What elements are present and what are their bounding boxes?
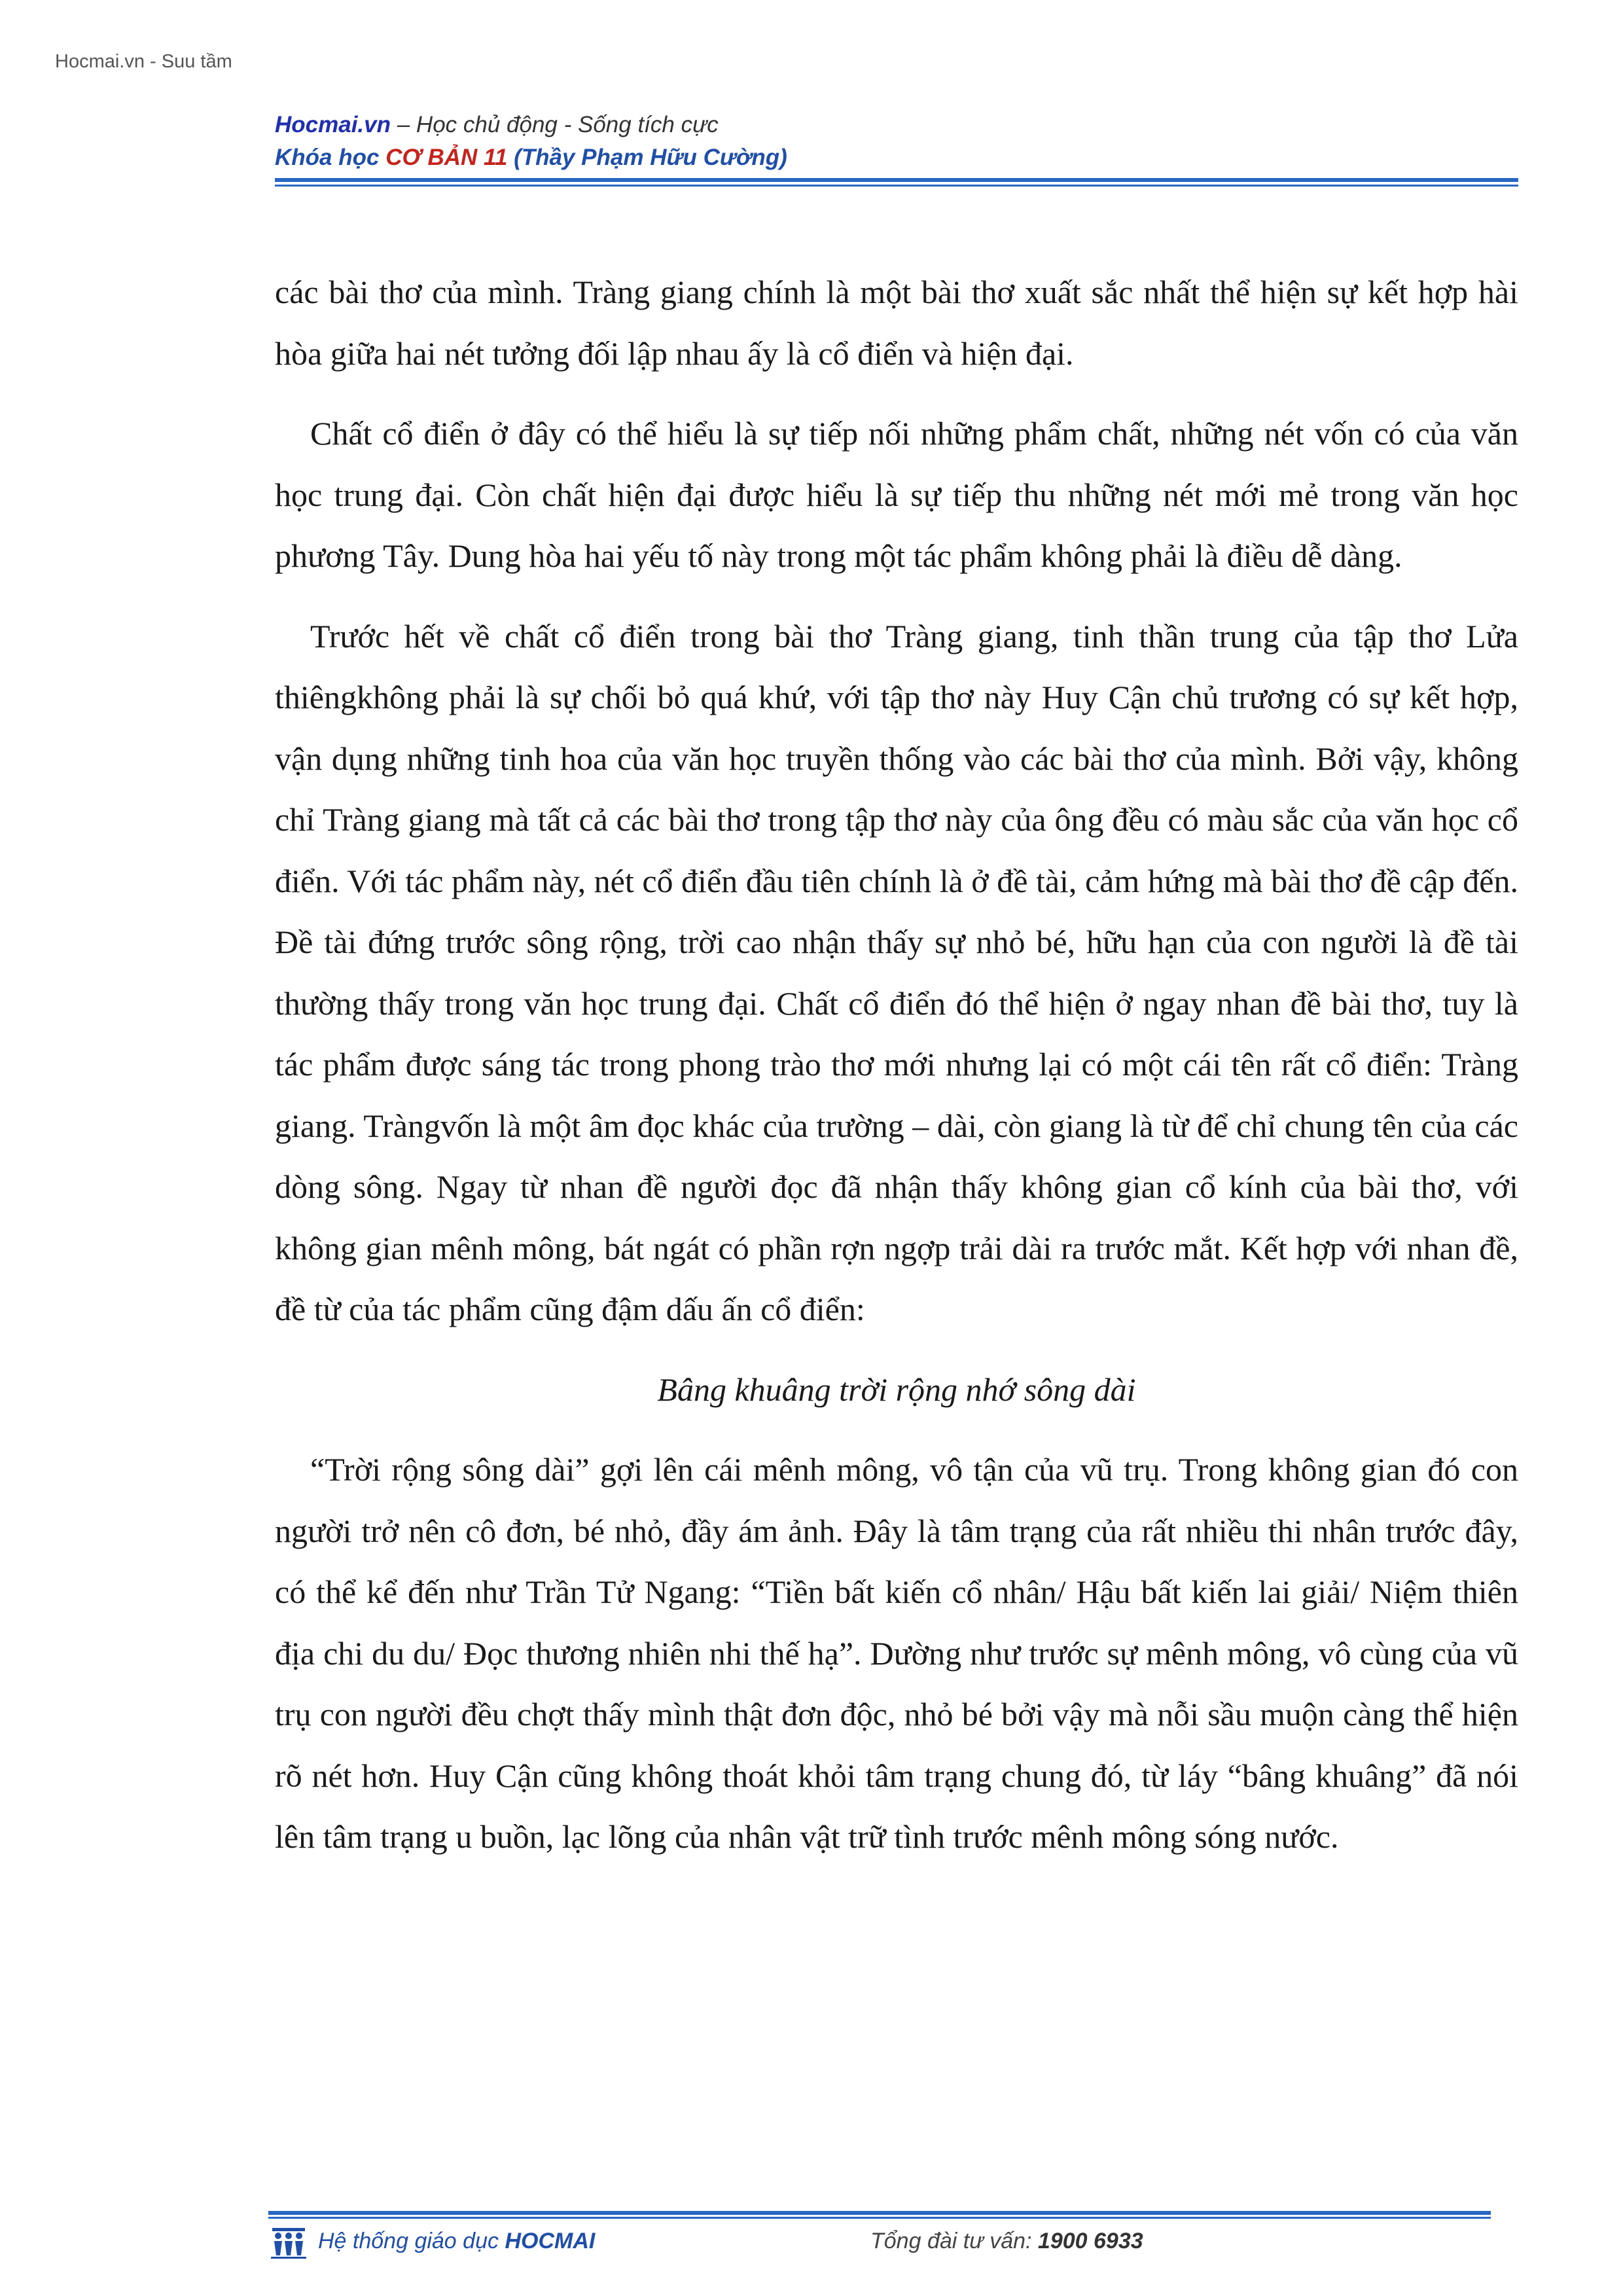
brand-name: Hocmai.vn (275, 112, 391, 137)
paragraph-3: Trước hết về chất cổ điển trong bài thơ Tràng giang, tinh thần trung của tập thơ Lửa thiêngkhông phải là sự chối bỏ quá khứ, với tập thơ này Huy Cận chủ trương có sự kết hợp, vận dụng những tinh hoa của văn học truyền thống vào các bài thơ của mình. Bởi vậy, không chỉ Tràng giang mà tất cả các bài thơ trong tập thơ này của ông đều có màu sắc của văn học cổ điển. Với tác phẩm này, nét cổ điển đầu tiên chính là ở đề tài, cảm hứng mà bài thơ đề cập đến. Đề tài đứng trước sông rộng, trời cao nhận thấy sự nhỏ bé, hữu hạn của con người là đề tài thường thấy trong văn học trung đại. Chất cổ điển đó thể hiện ở ngay nhan đề bài thơ, tuy là tác phẩm được sáng tác trong phong trào thơ mới nhưng lại có một cái tên rất cổ điển: Tràng giang. Tràngvốn là một âm đọc khác của trường – dài, còn giang là từ để chỉ chung tên của các dòng sông. Ngay từ nhan đề người đọc đã nhận thấy không gian cổ kính của bài thơ, với không gian mênh mông, bát ngát có phần rợn ngợp trải dài ra trước mắt. Kết hợp với nhan đề, đề từ của tác phẩm cũng đậm dấu ấn cổ điển: (275, 617, 1518, 1327)
footer-right-prefix: Tổng đài tư vấn: (870, 2229, 1038, 2253)
document-body (275, 262, 1518, 1887)
paragraph-4: “Trời rộng sông dài” gợi lên cái mênh mông, vô tận của vũ trụ. Trong không gian đó con người trở nên cô đơn, bé nhỏ, đầy ám ảnh. Đây là tâm trạng của rất nhiều thi nhân trước đây, có thể kể đến như Trần Tử Ngang: “Tiền bất kiến cổ nhân/ Hậu bất kiến lai giải/ Niệm thiên địa chi du du/ Đọc thương nhiên nhi thế hạ”. Dường như trước sự mênh mông, vô cùng của vũ trụ con người đều chợt thấy mình thật đơn độc, nhỏ bé bởi vậy mà nỗi sầu muộn càng thể hiện rõ nét hơn. Huy Cận cũng không thoát khỏi tâm trạng chung đó, từ láy “bâng khuâng” đã nói lên tâm trạng u buồn, lạc lõng của nhân vật trữ tình trước mênh mông sóng nước. (275, 1451, 1518, 1855)
teacher-name: (Thầy Phạm Hữu Cường) (507, 145, 787, 170)
page-header (275, 109, 1518, 174)
header-brand-line (275, 109, 1518, 141)
footer-divider (268, 2211, 1491, 2220)
course-prefix: Khóa học (275, 145, 386, 170)
footer-left-prefix: Hệ thống giáo dục (318, 2229, 505, 2253)
brand-tagline: – Học chủ động - Sống tích cực (391, 112, 719, 137)
header-divider (275, 178, 1518, 191)
hotline-number: 1900 6933 (1037, 2229, 1143, 2253)
poem-quote: Bâng khuâng trời rộng nhớ sông dài (657, 1371, 1136, 1408)
footer-system-text (318, 2229, 595, 2254)
paragraph-2: Chất cổ điển ở đây có thể hiểu là sự tiếp nối những phẩm chất, những nét vốn có của văn học trung đại. Còn chất hiện đại được hiểu là sự tiếp thu những nét mới mẻ trong văn học phương Tây. Dung hòa hai yếu tố này trong một tác phẩm không phải là điều dễ dàng. (275, 415, 1518, 574)
paragraph-1: các bài thơ của mình. Tràng giang chính là một bài thơ xuất sắc nhất thể hiện sự kết hợp hài hòa giữa hai nét tưởng đối lập nhau ấy là cổ điển và hiện đại. (275, 274, 1518, 372)
course-name: CƠ BẢN 11 (385, 145, 508, 170)
watermark-text: Hocmai.vn - Suu tầm (55, 51, 232, 72)
hocmai-logo-icon (268, 2225, 309, 2261)
footer-brand: HOCMAI (505, 2229, 596, 2253)
header-course-line (275, 141, 1518, 174)
footer-hotline (870, 2229, 1143, 2254)
